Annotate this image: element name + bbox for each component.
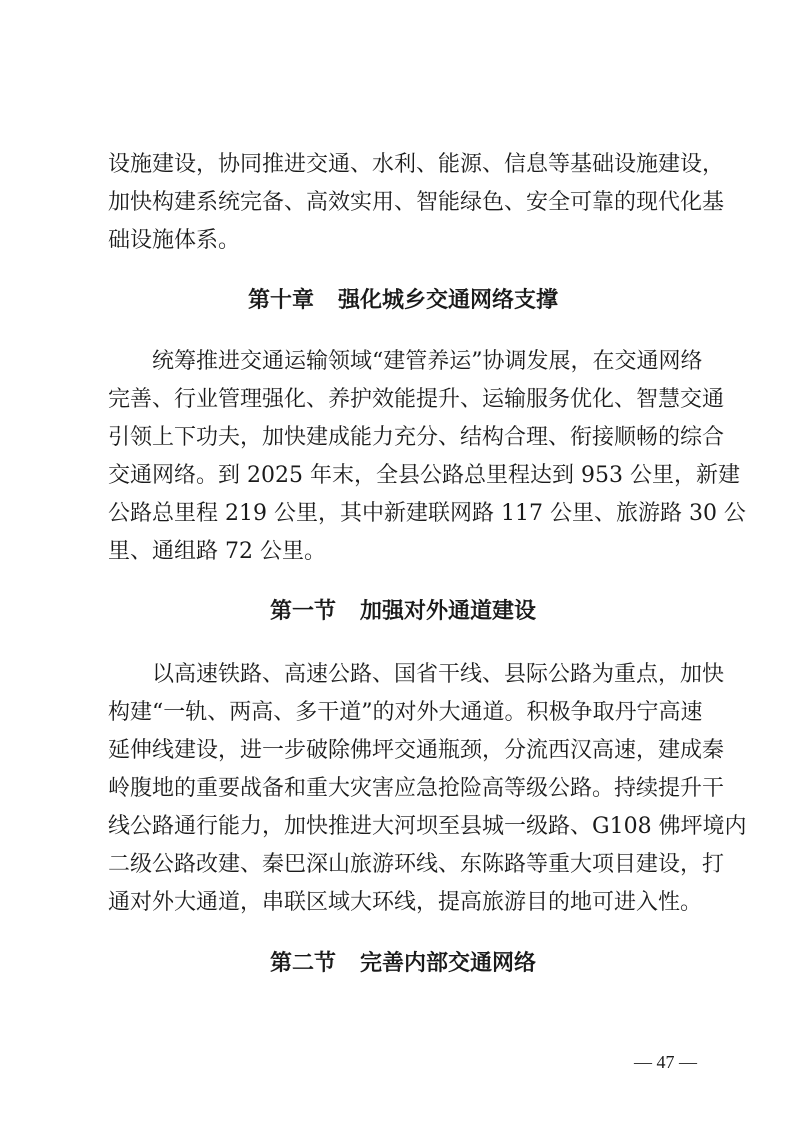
body-text-line: 设施建设，协同推进交通、水利、能源、信息等基础设施建设，: [108, 152, 725, 177]
body-text-line: 二级公路改建、秦巴深山旅游环线、东陈路等重大项目建设，打: [108, 852, 725, 877]
chapter-number: 第十章: [247, 288, 314, 313]
body-text-line: 岭腹地的重要战备和重大灾害应急抢险高等级公路。持续提升干: [108, 776, 725, 801]
body-text-line: 础设施体系。: [108, 228, 241, 253]
body-text-line: 以高速铁路、高速公路、国省干线、县际公路为重点，加快: [152, 662, 725, 687]
body-text-line: 通对外大通道，串联区域大环线，提高旅游目的地可进入性。: [108, 890, 703, 915]
section-number: 第一节: [269, 599, 336, 624]
body-text-line: 引领上下功夫，加快建成能力充分、结构合理、衔接顺畅的综合: [108, 425, 725, 450]
chapter-heading: [108, 287, 698, 315]
body-text-line: 构建“一轨、两高、多干道”的对外大通道。积极争取丹宁高速: [108, 700, 703, 725]
body-text-line: 公路总里程 219 公里，其中新建联网路 117 公里、旅游路 30 公: [108, 501, 746, 526]
section-heading: [108, 950, 698, 978]
section-heading: [108, 598, 698, 626]
body-text-line: 线公路通行能力，加快推进大河坝至县城一级路、G108 佛坪境内: [108, 814, 747, 839]
body-text-line: 延伸线建设，进一步破除佛坪交通瓶颈，分流西汉高速，建成秦: [108, 738, 725, 763]
section-title: 加强对外通道建设: [360, 599, 537, 624]
page-number: — 47 —: [634, 1052, 697, 1072]
body-text-line: 加快构建系统完备、高效实用、智能绿色、安全可靠的现代化基: [108, 190, 725, 215]
body-text-line: 统筹推进交通运输领域“建管养运”协调发展，在交通网络: [152, 349, 703, 374]
body-text-line: 里、通组路 72 公里。: [108, 539, 326, 564]
chapter-title: 强化城乡交通网络支撑: [338, 288, 559, 313]
section-title: 完善内部交通网络: [360, 951, 537, 976]
section-number: 第二节: [269, 951, 336, 976]
body-text-line: 交通网络。到 2025 年末，全县公路总里程达到 953 公里，新建: [108, 463, 740, 488]
body-text-line: 完善、行业管理强化、养护效能提升、运输服务优化、智慧交通: [108, 387, 725, 412]
